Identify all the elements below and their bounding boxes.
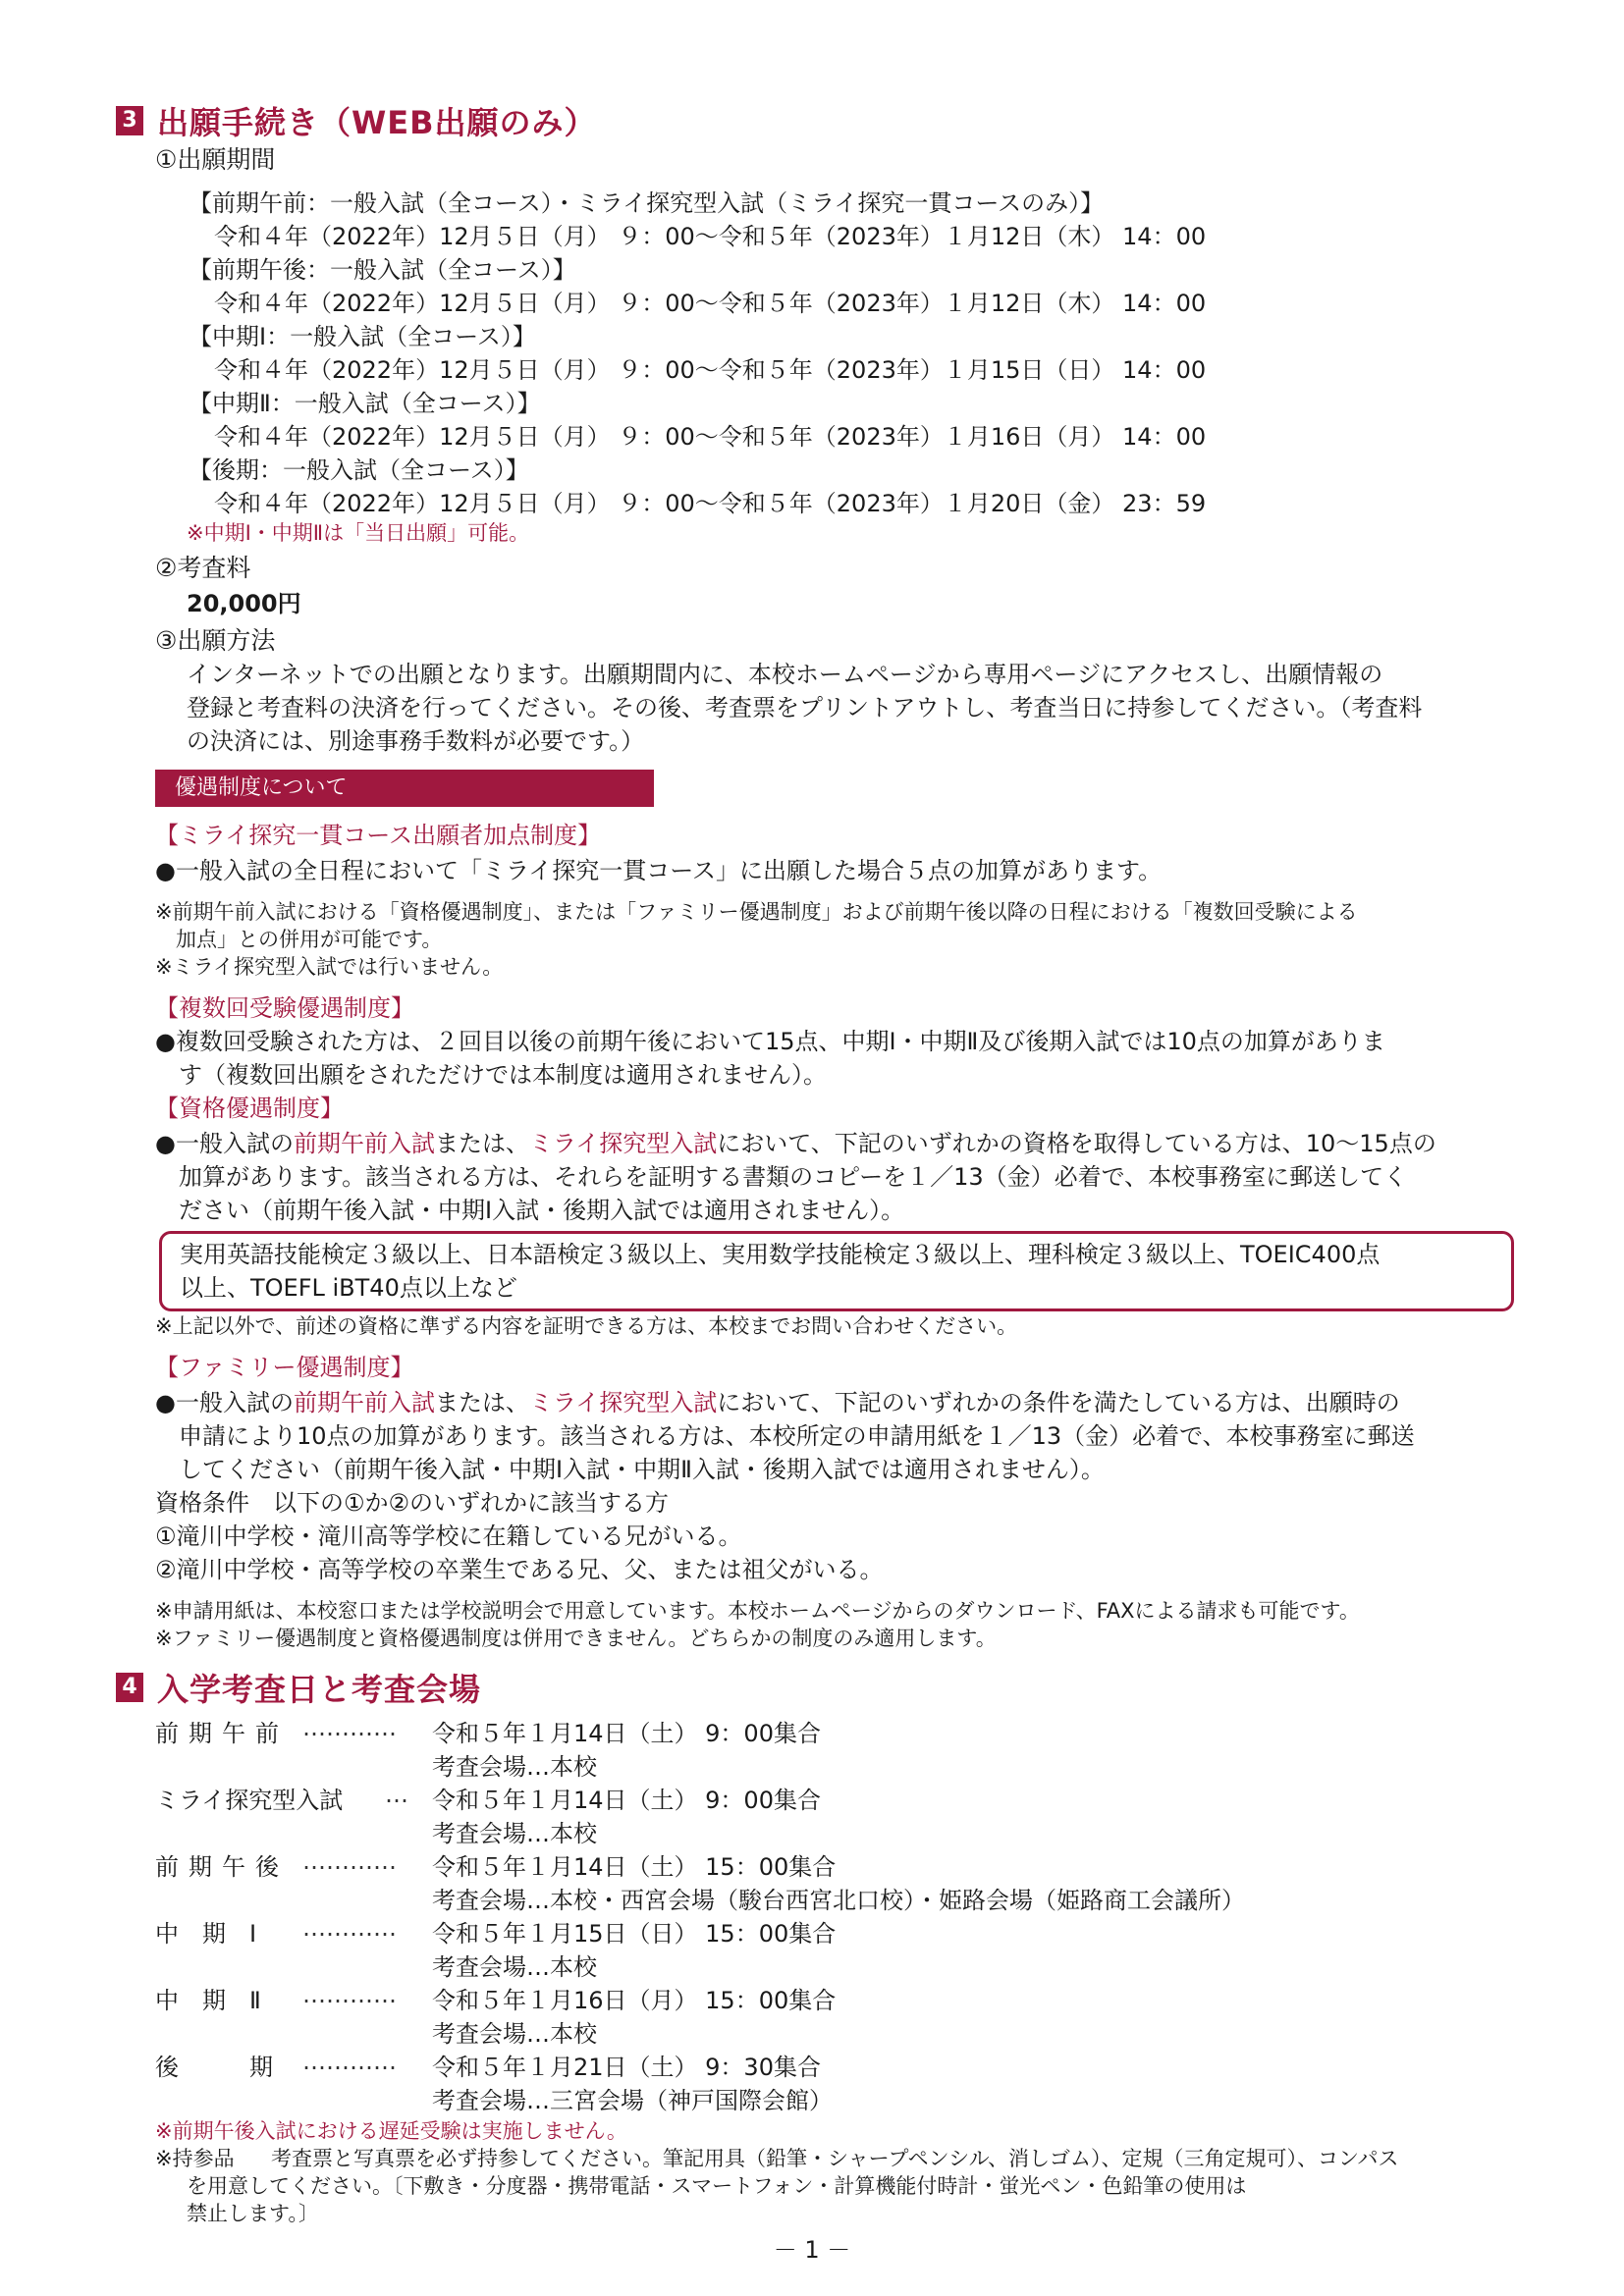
period-dates-5: 令和４年（2022年）12月５日（月） ９：00〜令和５年（2023年）１月20日（金） 23：59 [214, 490, 1207, 517]
q-highlight-mirai: ミライ探究型入試 [528, 1130, 718, 1157]
section-4-number: 4 [116, 1673, 143, 1702]
period-label-4: 【中期Ⅱ：一般入試（全コース）】 [189, 390, 541, 417]
family-line-3: してください（前期午後入試・中期Ⅰ入試・中期Ⅱ入試・後期入試では適用されません）。 [155, 1456, 1105, 1483]
method-line-2: 登録と考査料の決済を行ってください。その後、考査票をプリントアウトし、考査当日に持参してください。（考査料 [187, 694, 1423, 721]
fee-amount: 20,000円 [187, 590, 301, 617]
mirai-note-2: 加点」との併用が可能です。 [155, 928, 443, 951]
schedule-label: ミライ探究型入試 [155, 1787, 344, 1814]
schedule-place: 考査会場…本校 [432, 1820, 597, 1847]
period-dates-2: 令和４年（2022年）12月５日（月） ９：00〜令和５年（2023年）１月12日（木） 14：00 [214, 290, 1207, 317]
qualification-line-3: ださい（前期午後入試・中期Ⅰ入試・後期入試では適用されません）。 [155, 1197, 905, 1224]
multiple-line-2: す（複数回出願をされただけでは本制度は適用されません）。 [155, 1061, 827, 1089]
method-heading: ③出願方法 [155, 626, 276, 655]
qualification-note: ※上記以外で、前述の資格に準ずる内容を証明できる方は、本校までお問い合わせください。 [155, 1314, 1018, 1338]
period-label-5: 【後期：一般入試（全コース）】 [189, 456, 529, 484]
period-dates-1: 令和４年（2022年）12月５日（月） ９：00〜令和５年（2023年）１月12日（木） 14：00 [214, 223, 1207, 250]
section-3-title: 出願手続き（WEB出願のみ） [157, 104, 597, 141]
mirai-heading: 【ミライ探究一貫コース出願者加点制度】 [155, 822, 602, 849]
schedule-date: 令和５年１月14日（土） 15：00集合 [432, 1853, 837, 1881]
f-highlight-mirai: ミライ探究型入試 [528, 1389, 718, 1416]
period-heading: ①出願期間 [155, 145, 276, 174]
schedule-place: 考査会場…本校 [432, 1753, 597, 1781]
schedule-dots: ………… [302, 2048, 397, 2075]
method-line-3: の決済には、別途事務手数料が必要です。） [187, 727, 645, 755]
preference-band: 優遇制度について [155, 770, 654, 807]
schedule-dots: … [385, 1781, 408, 1808]
period-note: ※中期Ⅰ・中期Ⅱは「当日出願」可能。 [187, 521, 530, 545]
multiple-line-1: ●複数回受験された方は、２回目以後の前期午後において15点、中期Ⅰ・中期Ⅱ及び後期入試では10点の加算がありま [155, 1028, 1385, 1055]
schedule-date: 令和５年１月14日（土） 9：00集合 [432, 1720, 821, 1747]
family-condition-1: ①滝川中学校・滝川高等学校に在籍している兄がいる。 [155, 1522, 742, 1550]
period-dates-3: 令和４年（2022年）12月５日（月） ９：00〜令和５年（2023年）１月15日（日） 14：00 [214, 356, 1207, 384]
section-3-number: 3 [116, 106, 143, 135]
q-highlight-early-am: 前期午前入試 [293, 1130, 435, 1157]
family-note-1: ※申請用紙は、本校窓口または学校説明会で用意しています。本校ホームページからのダウンロード、FAXによる請求も可能です。 [155, 1599, 1360, 1623]
schedule-label: 前期午後 [155, 1853, 289, 1881]
multiple-heading: 【複数回受験優遇制度】 [155, 994, 414, 1022]
schedule-place: 考査会場…三宮会場（神戸国際会館） [432, 2087, 833, 2114]
qualification-line-1 [155, 1127, 1436, 1160]
items-line-3: 禁止します。〕 [187, 2202, 319, 2225]
qualification-line-2: 加算があります。該当される方は、それらを証明する書類のコピーを１／13（金）必着で、本校事務室に郵送してく [155, 1163, 1408, 1191]
qualification-box-line-1: 実用英語技能検定３級以上、日本語検定３級以上、実用数学技能検定３級以上、理科検定３級以上、TOEIC400点 [180, 1241, 1380, 1268]
section-4-heading [116, 1665, 481, 1710]
schedule-label: 中 期 Ⅱ [155, 1987, 261, 2014]
family-line-1 [155, 1386, 1400, 1419]
f-text-a: ●一般入試の [155, 1389, 294, 1416]
method-line-1: インターネットでの出願となります。出願期間内に、本校ホームページから専用ページにアクセスし、出願情報の [187, 661, 1383, 688]
family-line-2: 申請により10点の加算があります。該当される方は、本校所定の申請用紙を１／13（金）必着で、本校事務室に郵送 [155, 1422, 1415, 1450]
schedule-place: 考査会場…本校 [432, 2020, 597, 2048]
q-text-c: または、 [434, 1130, 529, 1157]
schedule-dots: ………… [302, 1847, 397, 1875]
f-text-e: において、下記のいずれかの条件を満たしている方は、出願時の [717, 1389, 1400, 1416]
schedule-place: 考査会場…本校・西宮会場（駿台西宮北口校）・姫路会場（姫路商工会議所） [432, 1887, 1245, 1914]
qualification-box-line-2: 以上、TOEFL iBT40点以上など [180, 1274, 517, 1302]
f-highlight-early-am: 前期午前入試 [293, 1389, 435, 1416]
family-heading: 【ファミリー優遇制度】 [155, 1354, 414, 1381]
family-condition-heading: 資格条件 以下の①か②のいずれかに該当する方 [155, 1489, 670, 1517]
mirai-note-3: ※ミライ探究型入試では行いません。 [155, 955, 504, 979]
schedule-date: 令和５年１月16日（月） 15：00集合 [432, 1987, 837, 2014]
schedule-dots: ………… [302, 1914, 397, 1942]
qualification-box [159, 1231, 1514, 1311]
qualification-heading: 【資格優遇制度】 [155, 1095, 344, 1122]
period-dates-4: 令和４年（2022年）12月５日（月） ９：00〜令和５年（2023年）１月16日（月） 14：00 [214, 423, 1207, 451]
schedule-dots: ………… [302, 1714, 397, 1741]
page-number: － 1 － [773, 2236, 851, 2264]
section-3-heading [116, 98, 597, 143]
f-text-c: または、 [434, 1389, 529, 1416]
schedule-dots: ………… [302, 1981, 397, 2008]
items-line-1: 考査票と写真票を必ず持参してください。筆記用具（鉛筆・シャープペンシル、消しゴム）、定規（三角定規可）、コンパス [271, 2147, 1399, 2170]
schedule-date: 令和５年１月15日（日） 15：00集合 [432, 1920, 837, 1948]
schedule-date: 令和５年１月21日（土） 9：30集合 [432, 2054, 821, 2081]
mirai-note-1: ※前期午前入試における「資格優遇制度」、または「ファミリー優遇制度」および前期午後以降の日程における「複数回受験による [155, 900, 1358, 924]
schedule-place: 考査会場…本校 [432, 1953, 597, 1981]
schedule-label: 前期午前 [155, 1720, 289, 1747]
schedule-label: 中 期 Ⅰ [155, 1920, 257, 1948]
items-line-2: を用意してください。〔下敷き・分度器・携帯電話・スマートフォン・計算機能付時計・蛍光ペン・色鉛筆の使用は [187, 2174, 1247, 2198]
period-label-1: 【前期午前：一般入試（全コース）・ミライ探究型入試（ミライ探究一貫コースのみ）】 [189, 189, 1105, 217]
schedule-label: 後 期 [155, 2054, 273, 2081]
items-label: ※持参品 [155, 2147, 235, 2170]
q-text-e: において、下記のいずれかの資格を取得している方は、10〜15点の [717, 1130, 1436, 1157]
section-4-title: 入学考査日と考査会場 [157, 1671, 482, 1708]
family-condition-2: ②滝川中学校・高等学校の卒業生である兄、父、または祖父がいる。 [155, 1556, 884, 1583]
fee-heading: ②考査料 [155, 554, 251, 582]
schedule-date: 令和５年１月14日（土） 9：00集合 [432, 1787, 821, 1814]
late-exam-note: ※前期午後入試における遅延受験は実施しません。 [155, 2119, 627, 2143]
q-text-a: ●一般入試の [155, 1130, 294, 1157]
period-label-2: 【前期午後：一般入試（全コース）】 [189, 256, 576, 284]
period-label-3: 【中期Ⅰ：一般入試（全コース）】 [189, 323, 536, 350]
family-note-2: ※ファミリー優遇制度と資格優遇制度は併用できません。どちらかの制度のみ適用します。 [155, 1627, 997, 1650]
mirai-bullet: ●一般入試の全日程において「ミライ探究一貫コース」に出願した場合５点の加算があります。 [155, 857, 1163, 884]
